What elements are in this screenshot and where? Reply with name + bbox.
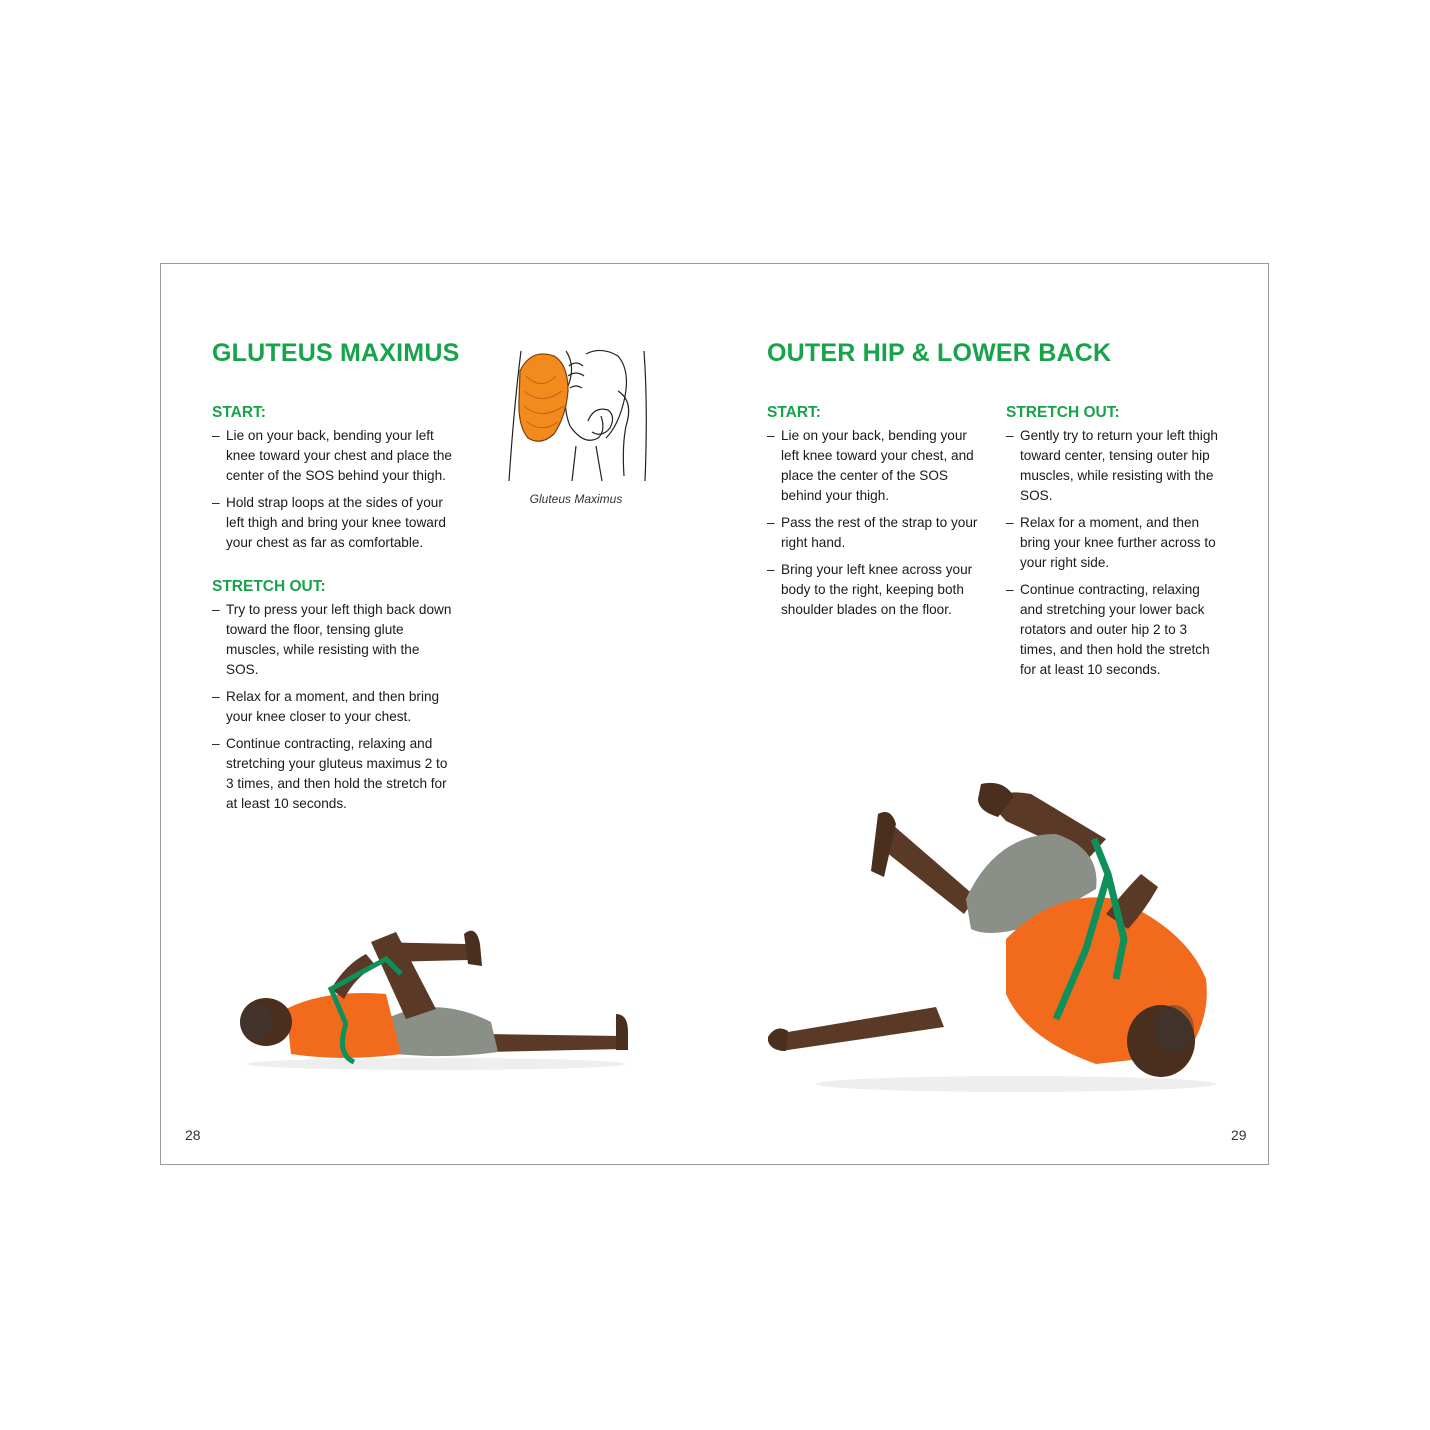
left-start-section [212,404,452,560]
list-item: – Pass the rest of the strap to your right hand. [767,513,987,553]
page-title-gluteus-maximus: GLUTEUS MAXIMUS [212,339,460,367]
left-stretch-section [212,578,452,821]
stretch-heading: STRETCH OUT: [1006,404,1120,421]
list-item: – Hold strap loops at the sides of your left thigh and bring your knee toward your chest as far as comfortable. [212,493,452,553]
page-number-left: 28 [185,1127,201,1143]
start-heading: START: [767,404,821,421]
list-item: – Relax for a moment, and then bring your knee closer to your chest. [212,687,452,727]
page-title-outer-hip: OUTER HIP & LOWER BACK [767,339,1112,367]
book-spread [160,263,1269,1165]
list-item: – Continue contracting, relaxing and stretching your gluteus maximus 2 to 3 times, and then hold the stretch for at least 10 seconds. [212,734,452,814]
outer-hip-stretch-photo [766,779,1226,1104]
list-item: – Lie on your back, bending your left knee toward your chest and place the center of the SOS behind your thigh. [212,426,452,486]
list-item: – Try to press your left thigh back down toward the floor, tensing glute muscles, while resisting with the SOS. [212,600,452,680]
right-stretch-section [1006,404,1226,687]
list-item: – Gently try to return your left thigh toward center, tensing outer hip muscles, while resisting with the SOS. [1006,426,1226,506]
list-item: – Relax for a moment, and then bring your knee further across to your right side. [1006,513,1226,573]
start-list [212,426,452,553]
right-start-section [767,404,987,627]
pelvis-illustration [506,346,651,481]
start-list [767,426,987,620]
stretch-heading: STRETCH OUT: [212,578,326,595]
list-item: – Continue contracting, relaxing and stretching your lower back rotators and outer hip 2 to 3 times, and then hold the stretch for at least 10 seconds. [1006,580,1226,680]
list-item: – Bring your left knee across your body to the right, keeping both shoulder blades on the floor. [767,560,987,620]
start-heading: START: [212,404,266,421]
stretch-list [1006,426,1226,680]
list-item: – Lie on your back, bending your left knee toward your chest, and place the center of the SOS behind your thigh. [767,426,987,506]
illustration-caption: Gluteus Maximus [529,492,623,506]
page-number-right: 29 [1231,1127,1247,1143]
stretch-list [212,600,452,814]
gluteus-stretch-photo [236,914,636,1079]
